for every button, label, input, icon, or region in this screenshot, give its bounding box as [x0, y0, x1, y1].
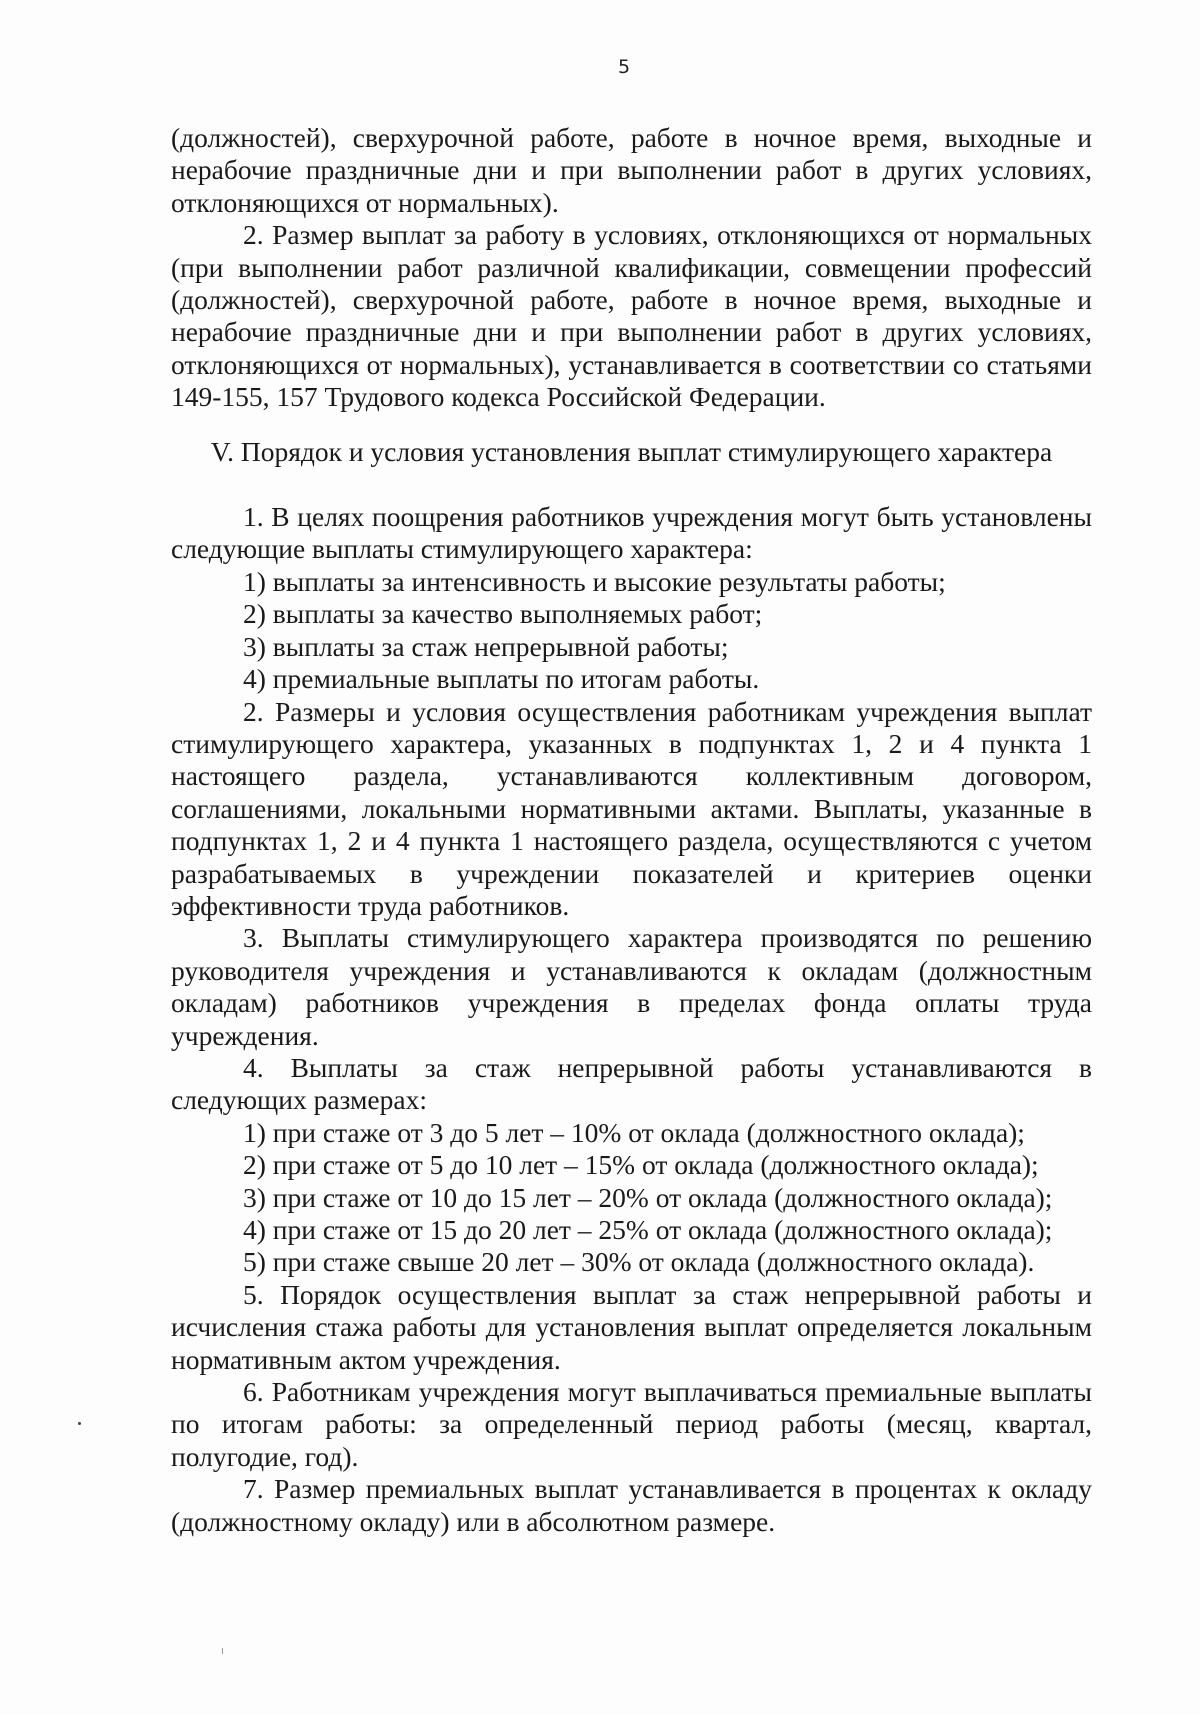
- scan-dot-mark: [78, 1422, 81, 1425]
- list-item: 3) при стаже от 10 до 15 лет – 20% от оклада (должностного оклада);: [243, 1181, 1053, 1213]
- list-item: 1) при стаже от 3 до 5 лет – 10% от оклада (должностного оклада);: [243, 1116, 1025, 1148]
- page-number: 5: [617, 56, 631, 78]
- list-item: 2) выплаты за качество выполняемых работ;: [243, 598, 763, 630]
- paragraph-item-3: 3. Выплаты стимулирующего характера производятся по решению руководителя учреждения и устанавливаются к окладам (должностным окладам) работников учреждения в пределах фонда оплаты труда учреждения.: [171, 922, 1092, 1051]
- list-item: 2) при стаже от 5 до 10 лет – 15% от оклада (должностного оклада);: [243, 1149, 1039, 1181]
- paragraph-continuation: (должностей), сверхурочной работе, работе в ночное время, выходные и нерабочие праздничные дни и при выполнении работ в других условиях, отклоняющихся от нормальных).: [171, 122, 1092, 218]
- paragraph-item-4: 4. Выплаты за стаж непрерывной работы устанавливаются в следующих размерах:: [171, 1051, 1092, 1116]
- item-4-list: [171, 1117, 1092, 1279]
- paragraph-item-2: 2. Размеры и условия осуществления работникам учреждения выплат стимулирующего характера, указанных в подпунктах 1, 2 и 4 пункта 1 настоящего раздела, устанавливаются коллективным договором, соглашениями, локальными нормативными актами. Выплаты, указанные в подпунктах 1, 2 и 4 пункта 1 настоящего раздела, осуществляются с учетом разрабатываемых в учреждении показателей и критериев оценки эффективности труда работников.: [171, 695, 1092, 921]
- section-heading: V. Порядок и условия установления выплат стимулирующего характера: [210, 435, 1053, 467]
- item-1-list: [171, 566, 1092, 696]
- scan-tick-mark: [222, 1648, 223, 1654]
- paragraph-intro-item-2: 2. Размер выплат за работу в условиях, отклоняющихся от нормальных (при выполнении работ различной квалификации, совмещении профессий (должностей), сверхурочной работе, работе в ночное время, выходные и нерабочие праздничные дни и при выполнении работ в других условиях, отклоняющихся от нормальных), устанавливается в соответствии со статьями 149-155, 157 Трудового кодекса Российской Федерации.: [171, 219, 1092, 413]
- list-item: 3) выплаты за стаж непрерывной работы;: [243, 630, 729, 662]
- list-item: 1) выплаты за интенсивность и высокие результаты работы;: [243, 565, 946, 597]
- list-item: 4) премиальные выплаты по итогам работы.: [243, 663, 760, 695]
- document-body: [171, 122, 1092, 1538]
- paragraph-item-6: 6. Работникам учреждения могут выплачиваться премиальные выплаты по итогам работы: за определенный период работы (месяц, квартал, полугодие, год).: [171, 1376, 1092, 1472]
- list-item: 5) при стаже свыше 20 лет – 30% от оклада (должностного оклада).: [243, 1246, 1035, 1278]
- list-item: 4) при стаже от 15 до 20 лет – 25% от оклада (должностного оклада);: [243, 1214, 1053, 1245]
- paragraph-item-7: 7. Размер премиальных выплат устанавливается в процентах к окладу (должностному окладу) или в абсолютном размере.: [171, 1473, 1092, 1537]
- paragraph-item-1: 1. В целях поощрения работников учреждения могут быть установлены следующие выплаты стимулирующего характера:: [171, 501, 1092, 565]
- paragraph-item-5: 5. Порядок осуществления выплат за стаж непрерывной работы и исчисления стажа работы для установления выплат определяется локальным нормативным актом учреждения.: [171, 1278, 1092, 1375]
